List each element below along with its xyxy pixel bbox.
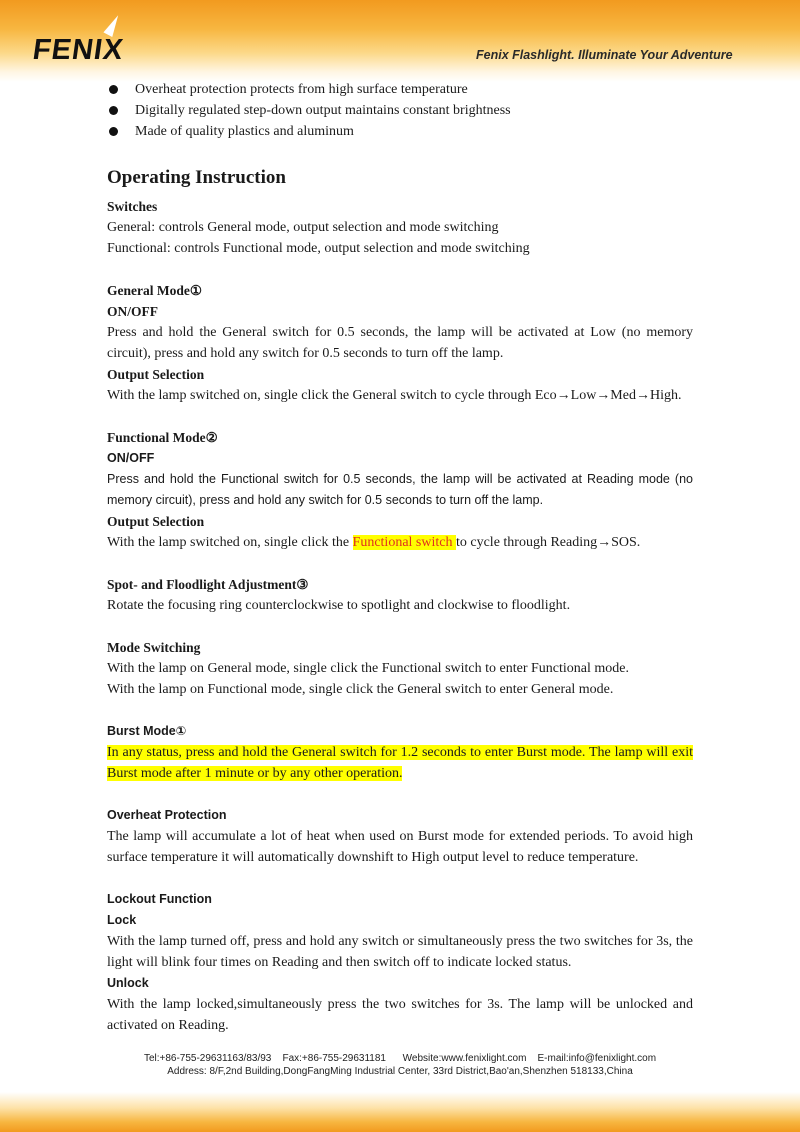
feature-item: Digitally regulated step-down output maintains constant brightness xyxy=(107,100,693,121)
lock-text: With the lamp turned off, press and hold any switch or simultaneously press the two switches for 3s, the light will blink four times on Reading and then switch off to indicate locked status. xyxy=(107,934,693,970)
page-footer xyxy=(0,1052,800,1078)
lock-heading: Lock xyxy=(107,913,137,927)
page-header xyxy=(0,0,800,82)
feature-item: Overheat protection protects from high surface temperature xyxy=(107,79,693,100)
functional-output-text xyxy=(107,532,693,553)
feature-list xyxy=(107,79,693,142)
switches-functional: Functional: controls Functional mode, output selection and mode switching xyxy=(107,241,530,256)
fenix-logo: FENIX xyxy=(30,34,126,66)
spot-flood-heading: Spot- and Floodlight Adjustment③ xyxy=(107,577,309,592)
unlock-text: With the lamp locked,simultaneously press the two switches for 3s. The lamp will be unlocked and activated on Reading. xyxy=(107,997,693,1033)
mode-switching-line2: With the lamp on Functional mode, single click the General switch to enter General mode. xyxy=(107,682,614,697)
header-slogan: Fenix Flashlight. Illuminate Your Adventure xyxy=(476,48,733,62)
burst-mode-text xyxy=(107,742,693,784)
functional-output-heading: Output Selection xyxy=(107,514,205,529)
general-onoff-heading: ON/OFF xyxy=(107,304,158,319)
functional-output-text-before: With the lamp switched on, single click the xyxy=(107,535,353,550)
functional-onoff-heading: ON/OFF xyxy=(107,451,155,465)
overheat-text: The lamp will accumulate a lot of heat when used on Burst mode for extended periods. To avoid high surface temperature it will automatically downshift to High output level to reduce temperature. xyxy=(107,829,693,865)
functional-onoff-text: Press and hold the Functional switch for 0.5 seconds, the lamp will be activated at Reading mode (no memory circuit), press and hold any switch for 0.5 seconds to turn off the lamp. xyxy=(107,472,693,507)
footer-bar xyxy=(0,1092,800,1132)
general-onoff-text: Press and hold the General switch for 0.5 seconds, the lamp will be activated at Low (no memory circuit), press and hold any switch for 0.5 seconds to turn off the lamp. xyxy=(107,325,693,361)
mode-switching-line1: With the lamp on General mode, single click the Functional switch to enter Functional mode. xyxy=(107,661,629,676)
burst-mode-highlight: In any status, press and hold the General switch for 1.2 seconds to enter Burst mode. The lamp will exit Burst mode after 1 minute or by any other operation. xyxy=(107,745,693,781)
footer-contact: Tel:+86-755-29631163/83/93 Fax:+86-755-29631181 Website:www.fenixlight.com E-mail:info@fenixlight.com xyxy=(143,1053,657,1064)
lockout-heading: Lockout Function xyxy=(107,892,212,906)
switches-heading: Switches xyxy=(107,199,158,214)
section-title: Operating Instruction xyxy=(107,167,286,188)
highlighted-functional-switch: Functional switch xyxy=(352,535,456,550)
functional-mode-heading: Functional Mode② xyxy=(107,430,218,445)
mode-switching-heading: Mode Switching xyxy=(107,640,201,655)
general-mode-heading: General Mode① xyxy=(107,283,202,298)
general-output-heading: Output Selection xyxy=(107,367,205,382)
general-output-text: With the lamp switched on, single click the General switch to cycle through Eco→Low→Med→High. xyxy=(107,388,682,403)
overheat-heading: Overheat Protection xyxy=(107,808,227,822)
unlock-heading: Unlock xyxy=(107,976,149,990)
spot-flood-text: Rotate the focusing ring counterclockwise to spotlight and clockwise to floodlight. xyxy=(107,598,571,613)
burst-mode-heading: Burst Mode① xyxy=(107,724,187,738)
footer-address: Address: 8/F,2nd Building,DongFangMing Industrial Center, 33rd District,Bao'an,Shenzhen 518133,China xyxy=(167,1066,633,1077)
functional-output-text-after: to cycle through Reading→SOS. xyxy=(455,535,641,550)
switches-general: General: controls General mode, output selection and mode switching xyxy=(107,220,499,235)
feature-item: Made of quality plastics and aluminum xyxy=(107,121,693,142)
document-body xyxy=(107,79,693,1036)
